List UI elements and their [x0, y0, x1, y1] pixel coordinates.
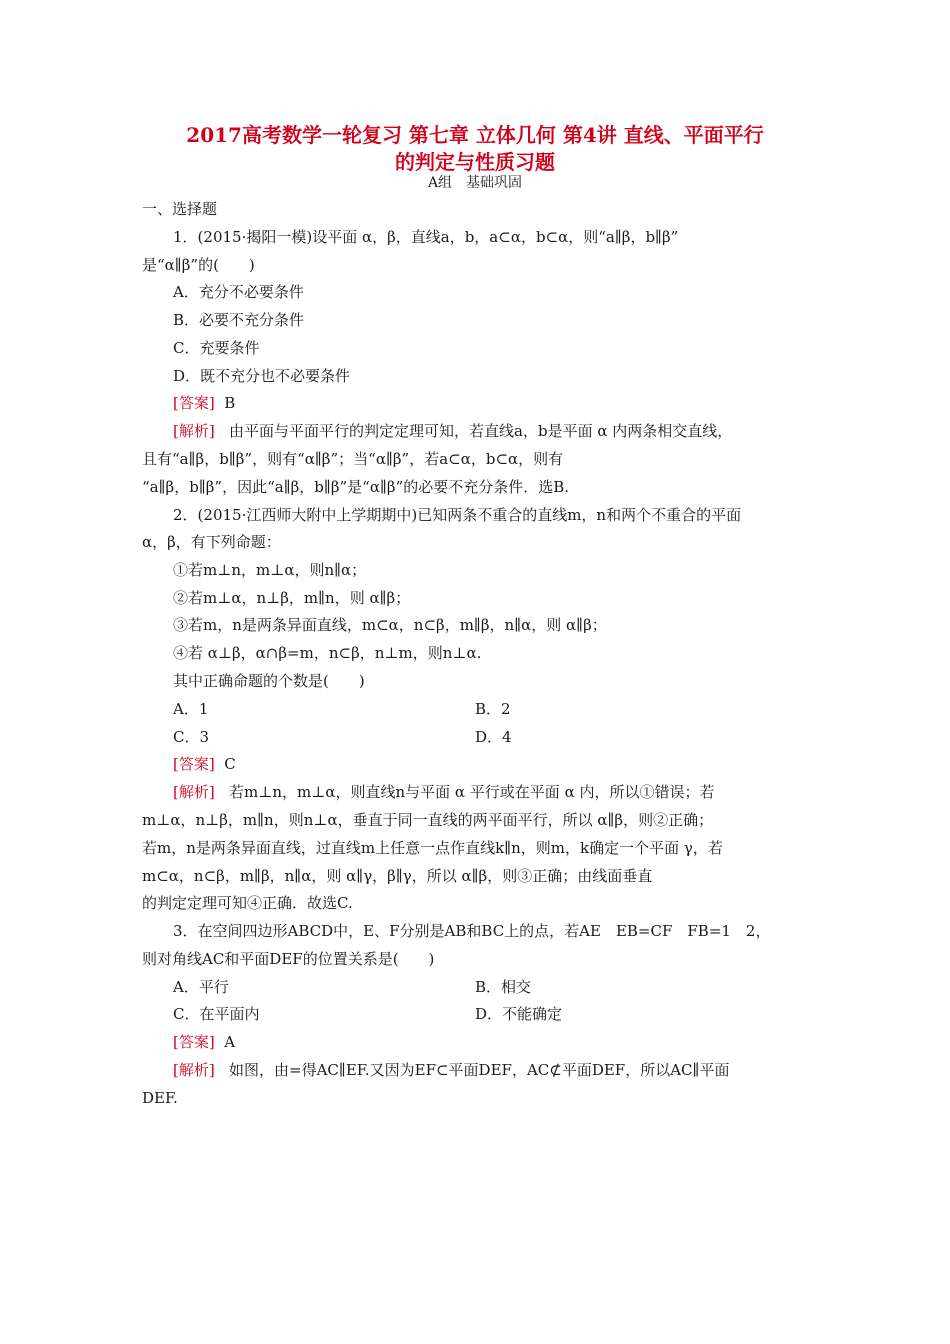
- q1-stem-line-2: 是“α∥β”的( ): [142, 256, 255, 274]
- q3-answer: [173, 1032, 841, 1052]
- title-line-2: 的判定与性质习题: [395, 150, 555, 174]
- q2-proposition-1: ①若m⊥n，m⊥α，则n∥α；: [173, 561, 367, 579]
- q2-stem-line-1: 2．(2015·江西师大附中上学期期中)已知两条不重合的直线m，n和两个不重合的平面: [173, 506, 742, 524]
- q1-analysis-text-1: 由平面与平面平行的判定定理可知，若直线a，b是平面 α 内两条相交直线，: [229, 422, 733, 440]
- q1-option-d: D．既不充分也不必要条件: [173, 367, 351, 385]
- q3-analysis-line-1: [173, 1060, 841, 1080]
- title-line-1: 2017高考数学一轮复习 第七章 立体几何 第4讲 直线、平面平行: [186, 123, 764, 147]
- analysis-tag: [解析]: [173, 783, 215, 801]
- q2-option-b: B．2: [475, 700, 511, 718]
- q2-analysis-line-4: m⊂α，n⊂β，m∥β，n∥α，则 α∥γ，β∥γ，所以 α∥β，则③正确；由线面垂直: [142, 867, 653, 885]
- analysis-tag: [解析]: [173, 422, 215, 440]
- q1-option-c: C．充要条件: [173, 339, 260, 357]
- q2-option-c: C．3: [173, 728, 210, 746]
- q1-option-b: B．必要不充分条件: [173, 311, 305, 329]
- answer-tag: [答案]: [173, 1033, 215, 1051]
- q3-option-d: D．不能确定: [475, 1005, 563, 1023]
- q3-option-b: B．相交: [475, 978, 532, 996]
- analysis-tag: [解析]: [173, 1061, 215, 1079]
- q2-analysis-line-3: 若m，n是两条异面直线，过直线m上任意一点作直线k∥n，则m，k确定一个平面 γ，若: [142, 839, 723, 857]
- q3-stem-line-2: 则对角线AC和平面DEF的位置关系是( ): [142, 950, 435, 968]
- q2-option-d: D．4: [475, 728, 512, 746]
- q2-analysis-text-1: 若m⊥n，m⊥α，则直线n与平面 α 平行或在平面 α 内，所以①错误；若: [229, 783, 715, 801]
- q1-option-a: A．充分不必要条件: [173, 283, 304, 301]
- answer-tag: [答案]: [173, 394, 215, 412]
- q2-answer-value: C: [224, 755, 236, 773]
- q2-analysis-line-2: m⊥α，n⊥β，m∥n，则n⊥α，垂直于同一直线的两平面平行，所以 α∥β，则②正确；: [142, 811, 714, 829]
- q3-option-c: C．在平面内: [173, 1005, 260, 1023]
- group-label: A组 基础巩固: [427, 175, 523, 191]
- document-title: [100, 122, 850, 176]
- q2-option-a: A．1: [173, 700, 209, 718]
- q2-proposition-2: ②若m⊥α，n⊥β，m∥n，则 α∥β；: [173, 589, 411, 607]
- q1-stem-line-1: 1．(2015·揭阳一模)设平面 α，β，直线a，b，a⊂α，b⊂α，则“a∥β，b∥β”: [173, 228, 679, 246]
- q1-answer-value: B: [224, 394, 236, 412]
- q1-analysis-line-2: 且有“a∥β，b∥β”，则有“α∥β”；当“α∥β”，若a⊂α，b⊂α，则有: [142, 450, 564, 468]
- q2-proposition-3: ③若m，n是两条异面直线，m⊂α，n⊂β，m∥β，n∥α，则 α∥β；: [173, 616, 607, 634]
- q2-analysis-line-5: 的判定定理可知④正确．故选C.: [142, 894, 353, 912]
- q2-stem-line-2: α，β，有下列命题：: [142, 533, 281, 551]
- q3-answer-value: A: [224, 1033, 236, 1051]
- q3-analysis-text-1: 如图，由=得AC∥EF.又因为EF⊂平面DEF，AC⊄平面DEF，所以AC∥平面: [229, 1061, 730, 1079]
- section-heading: 一、选择题: [142, 200, 218, 218]
- q2-question: 其中正确命题的个数是( ): [173, 672, 365, 690]
- q2-analysis-line-1: [173, 782, 841, 802]
- q3-stem-line-1: 3．在空间四边形ABCD中，E、F分别是AB和BC上的点，若AE EB=CF FB=1 2，: [173, 922, 771, 940]
- q2-proposition-4: ④若 α⊥β，α∩β=m，n⊂β，n⊥m，则n⊥α.: [173, 644, 482, 662]
- q2-answer: [173, 754, 841, 774]
- q1-answer: [173, 393, 841, 413]
- q3-option-a: A．平行: [173, 978, 229, 996]
- answer-tag: [答案]: [173, 755, 215, 773]
- q3-analysis-line-2: DEF.: [142, 1089, 178, 1107]
- q1-analysis-line-1: [173, 421, 841, 441]
- q1-analysis-line-3: “a∥β，b∥β”，因此“a∥β，b∥β”是“α∥β”的必要不充分条件．选B.: [142, 478, 570, 496]
